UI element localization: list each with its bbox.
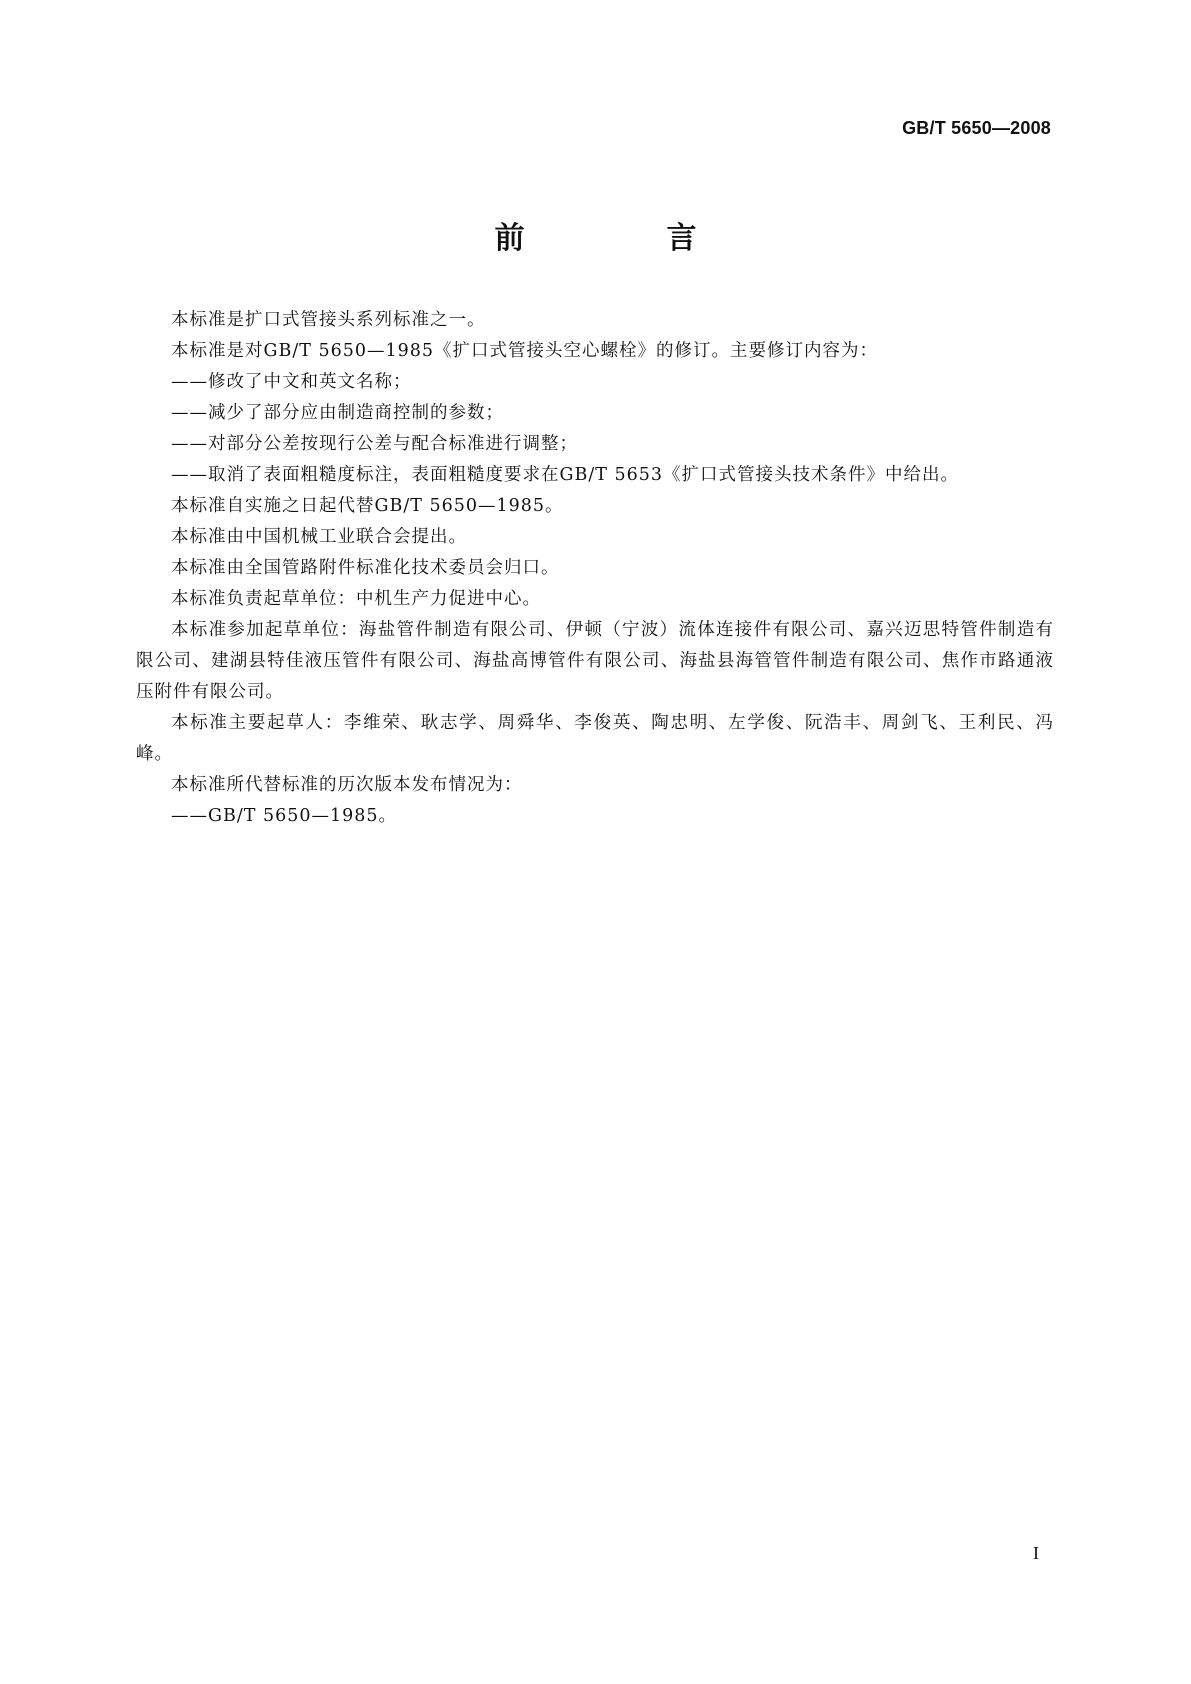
- paragraph: 本标准参加起草单位：海盐管件制造有限公司、伊顿（宁波）流体连接件有限公司、嘉兴迈思特管件制造有限公司、建湖县特佳液压管件有限公司、海盐高博管件有限公司、海盐县海管管件制造有限公司、焦作市路通液压附件有限公司。: [136, 620, 1054, 702]
- list-item: ——减少了部分应由制造商控制的参数；: [171, 403, 504, 423]
- list-item: ——GB/T 5650—1985。: [171, 806, 398, 826]
- paragraph: 本标准所代替标准的历次版本发布情况为：: [171, 775, 523, 795]
- page-title: 前 言: [494, 221, 753, 256]
- paragraph: 本标准主要起草人：李维荣、耿志学、周舜华、李俊英、陶忠明、左学俊、阮浩丰、周剑飞、王利民、冯峰。: [136, 713, 1054, 764]
- paragraph: 本标准自实施之日起代替GB/T 5650—1985。: [171, 496, 564, 516]
- paragraph: 本标准由全国管路附件标准化技术委员会归口。: [171, 558, 560, 578]
- standard-code: GB/T 5650—2008: [902, 118, 1051, 138]
- paragraph: 本标准负责起草单位：中机生产力促进中心。: [171, 589, 541, 609]
- paragraph: 本标准是扩口式管接头系列标准之一。: [171, 310, 486, 330]
- document-body: [136, 305, 1054, 832]
- list-item: ——修改了中文和英文名称；: [171, 372, 412, 392]
- list-item: ——取消了表面粗糙度标注，表面粗糙度要求在GB/T 5653《扩口式管接头技术条件》中给出。: [171, 465, 960, 485]
- paragraph: 本标准是对GB/T 5650—1985《扩口式管接头空心螺栓》的修订。主要修订内容为：: [171, 341, 879, 361]
- paragraph: 本标准由中国机械工业联合会提出。: [171, 527, 467, 547]
- page-number: I: [1033, 1543, 1039, 1563]
- list-item: ——对部分公差按现行公差与配合标准进行调整；: [171, 434, 578, 454]
